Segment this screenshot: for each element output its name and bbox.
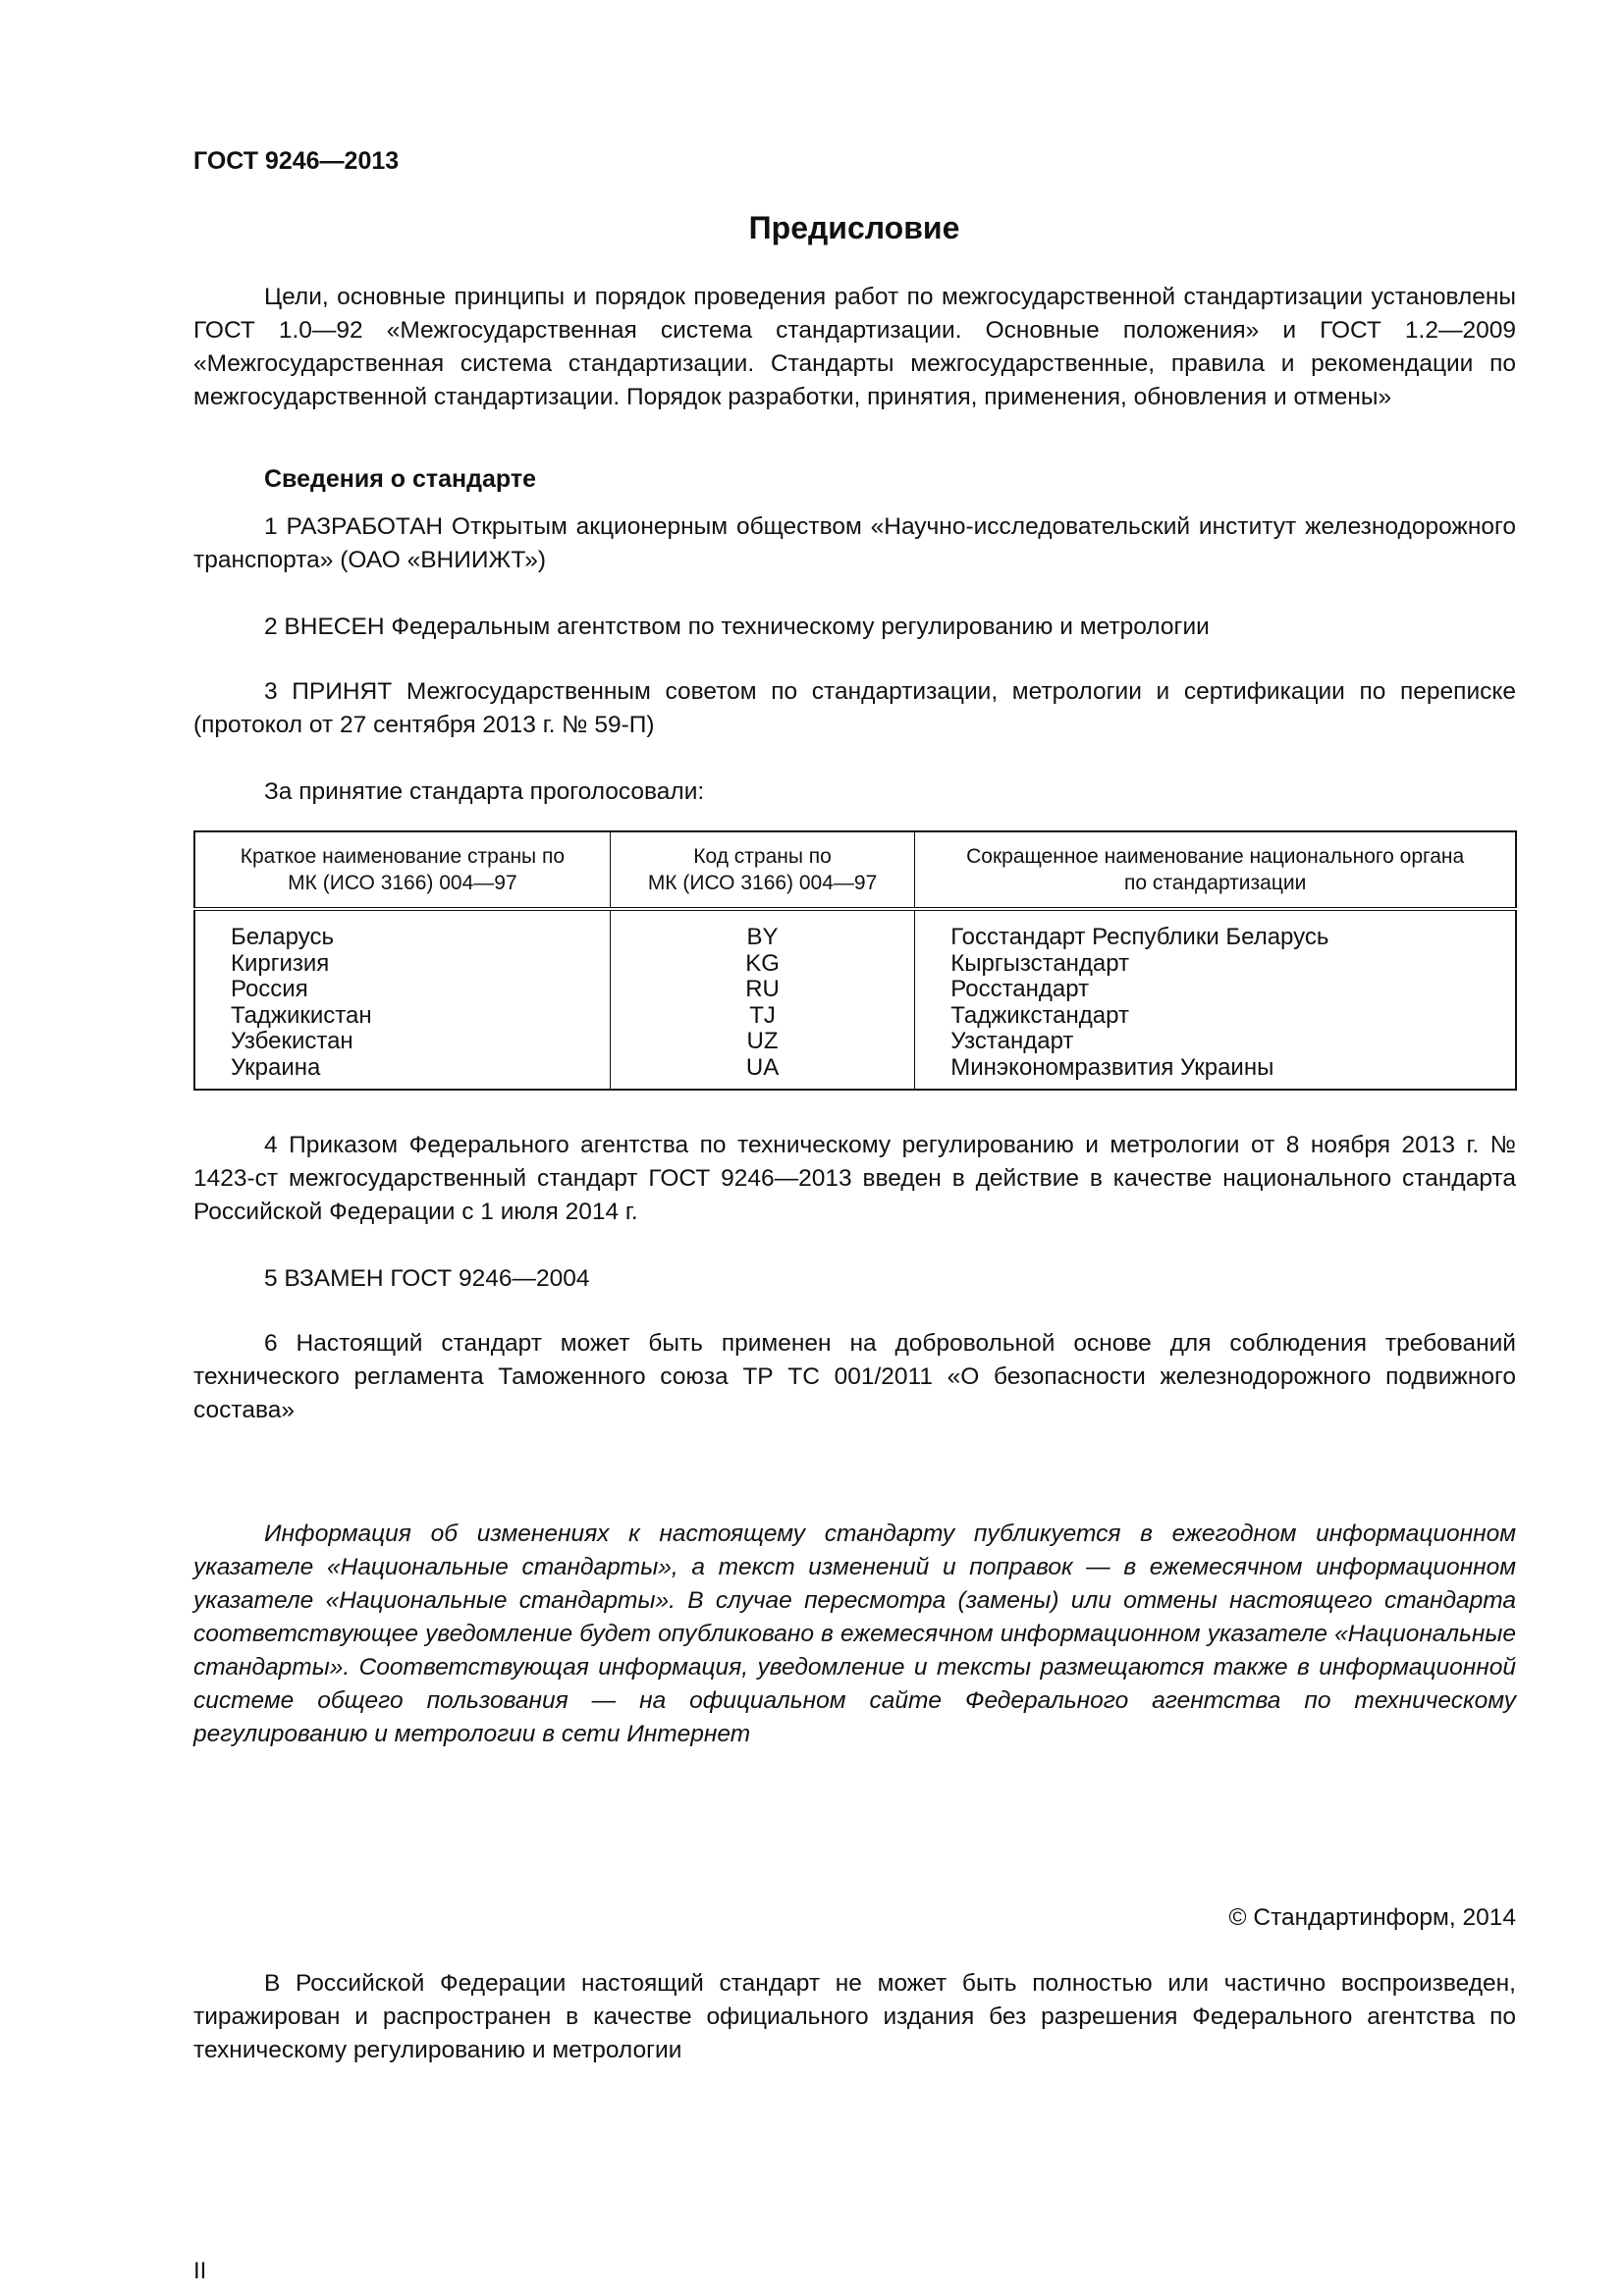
- country-name: Беларусь: [231, 924, 334, 950]
- country-name: Таджикистан: [231, 1001, 372, 1029]
- country-name: Украина: [231, 1053, 321, 1081]
- item-submitted: 2 ВНЕСЕН Федеральным агентством по техническому регулированию и метрологии: [264, 614, 1210, 640]
- column-header-code: Код страны по МК (ИСО 3166) 004—97: [610, 831, 914, 909]
- country-names-cell: [194, 909, 610, 1090]
- national-body: Минэкономразвития Украины: [950, 1053, 1274, 1081]
- country-code: BY: [746, 924, 779, 950]
- item-replaces: 5 ВЗАМЕН ГОСТ 9246—2004: [264, 1265, 590, 1292]
- national-body: Таджикстандарт: [950, 1001, 1129, 1029]
- national-body: Росстандарт: [950, 976, 1090, 1002]
- intro-paragraph: Цели, основные принципы и порядок проведения работ по межгосударственной стандартизации установлены ГОСТ 1.0—92 «Межгосударственная система стандартизации. Основные положения» и ГОСТ 1.2—2009 «Межгосударственная система стандартизации. Стандарты межгосударственные, правила и рекомендации по межгосударственной стандартизации. Порядок разработки, принятия, применения, обновления и отмены»: [193, 284, 1516, 410]
- page-title: Предисловие: [748, 210, 960, 245]
- document-id-header: ГОСТ 9246—2013: [193, 147, 400, 175]
- table-row: [194, 909, 1516, 1090]
- item-developed: 1 РАЗРАБОТАН Открытым акционерным обществом «Научно-исследовательский институт железнодорожного транспорта» (ОАО «ВНИИЖТ»): [193, 513, 1516, 573]
- page-number: II: [193, 2258, 207, 2284]
- item-voluntary: 6 Настоящий стандарт может быть применен на добровольной основе для соблюдения требований технического регламента Таможенного союза ТР ТС 001/2011 «О безопасности железнодорожного подвижного состава»: [193, 1330, 1516, 1423]
- national-body: Кыргызстандарт: [950, 949, 1130, 977]
- national-body: Узстандарт: [950, 1028, 1074, 1054]
- copyright-line: © Стандартинформ, 2014: [1228, 1904, 1516, 1931]
- country-codes-cell: [610, 909, 914, 1090]
- national-body: Госстандарт Республики Беларусь: [950, 924, 1329, 950]
- country-code: TJ: [749, 1001, 776, 1029]
- country-name: Узбекистан: [231, 1028, 353, 1054]
- country-code: UA: [745, 1053, 780, 1081]
- column-header-body: Сокращенное наименование национального органа по стандартизации: [915, 831, 1516, 909]
- rights-notice: В Российской Федерации настоящий стандарт не может быть полностью или частично воспроизведен, тиражирован и распространен в качестве официального издания без разрешения Федерального агентства по техническому регулированию и метрологии: [193, 1970, 1516, 2063]
- country-code: UZ: [746, 1028, 779, 1054]
- national-bodies-cell: [915, 909, 1516, 1090]
- column-header-country: Краткое наименование страны по МК (ИСО 3166) 004—97: [194, 831, 610, 909]
- country-code: RU: [745, 976, 780, 1002]
- item-enacted: 4 Приказом Федерального агентства по техническому регулированию и метрологии от 8 ноября 2013 г. № 1423-ст межгосударственный стандарт ГОСТ 9246—2013 введен в действие в качестве национального стандарта Российской Федерации с 1 июля 2014 г.: [193, 1132, 1516, 1225]
- voting-countries-table: [193, 830, 1517, 1091]
- table-header-row: [194, 831, 1516, 909]
- info-heading: Сведения о стандарте: [264, 465, 537, 493]
- amendments-notice: Информация об изменениях к настоящему стандарту публикуется в ежегодном информационном указателе «Национальные стандарты», а текст изменений и поправок — в ежемесячном информационном указателе «Национальные стандарты». В случае пересмотра (замены) или отмены настоящего стандарта соответствующее уведомление будет опубликовано в ежемесячном информационном указателе «Национальные стандарты». Соответствующая информация, уведомление и тексты размещаются также в информационной системе общего пользования — на официальном сайте Федерального агентства по техническому регулированию и метрологии в сети Интернет: [193, 1521, 1516, 1747]
- votes-intro: За принятие стандарта проголосовали:: [264, 778, 705, 805]
- country-code: KG: [745, 949, 780, 977]
- country-name: Россия: [231, 976, 308, 1002]
- country-name: Киргизия: [231, 949, 330, 977]
- item-adopted: 3 ПРИНЯТ Межгосударственным советом по стандартизации, метрологии и сертификации по переписке (протокол от 27 сентября 2013 г. № 59-П): [193, 678, 1516, 738]
